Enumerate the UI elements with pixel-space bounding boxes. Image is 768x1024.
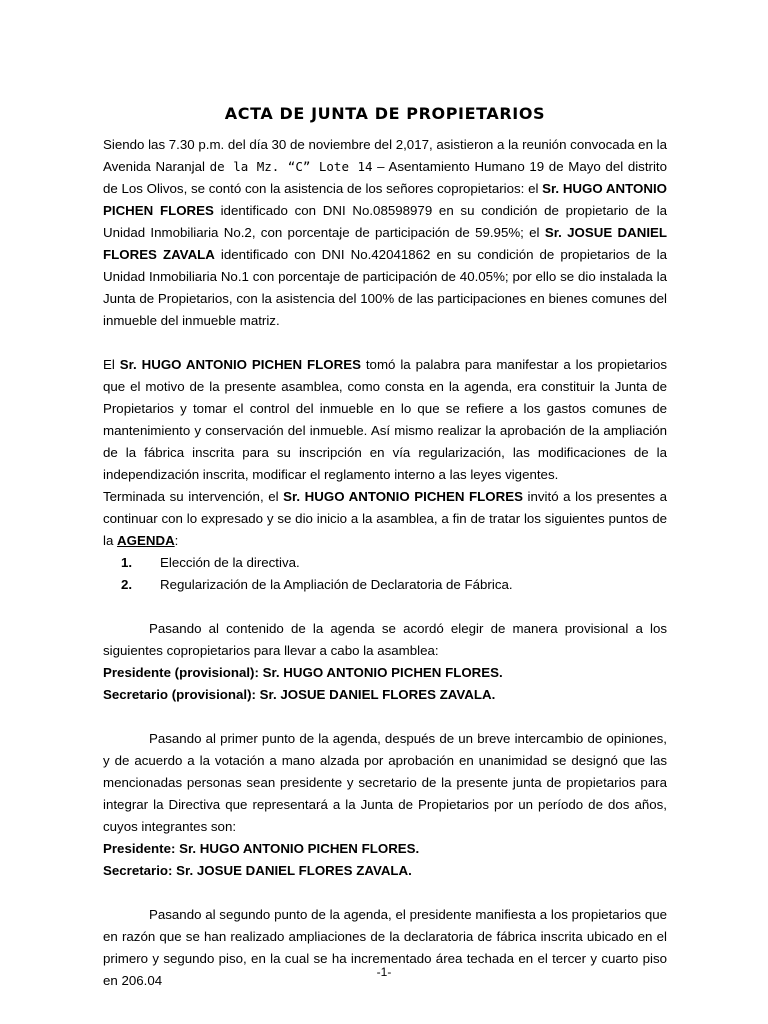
paragraph-first-point: Pasando al primer punto de la agenda, después de un breve intercambio de opiniones, y de acuerdo a la votación a mano alzada por aprobación en unanimidad se designó que las mencionadas personas sean presidente y secretario de la presente junta de propietarios para integrar la Directiva que representará a la Junta de Propietarios por un período de dos años, cuyos integrantes son: [103,731,667,834]
page-number: -1- [376,965,392,979]
address-lot: de la Mz. “C” Lote 14 [209,159,373,174]
agenda-item-text: Elección de la directiva. [160,555,300,570]
agenda-item [103,552,667,574]
provisional-secretary: Secretario (provisional): Sr. JOSUE DANIEL FLORES ZAVALA. [103,687,496,702]
owner-name-hugo: Sr. HUGO ANTONIO PICHEN FLORES [103,181,667,218]
board-president: Presidente: Sr. HUGO ANTONIO PICHEN FLORES. [103,841,420,856]
agenda-item-number: 1. [121,555,133,570]
agenda-item [103,574,667,596]
paragraph-purpose: El Sr. HUGO ANTONIO PICHEN FLORES tomó la palabra para manifestar a los propietarios que el motivo de la presente asamblea, como consta en la agenda, era constituir la Junta de Propietarios y tomar el control del inmueble en lo que se refiere a los gastos comunes de mantenimiento y conservación del inmueble. Así mismo realizar la aprobación de la ampliación de la fábrica inscrita para su inscripción en vía regularización, las modificaciones de la independización inscrita, modificar el reglamento interno a las leyes vigentes. [103,357,667,482]
paragraph-second-point: Pasando al segundo punto de la agenda, el presidente manifiesta a los propietarios que en razón que se han realizado ampliaciones de la declaratoria de fábrica inscrita ubicado en el primero y segundo piso, en la cual se ha incrementado área techada en el tercer y cuarto piso en 206.04 [103,907,667,988]
agenda-list [103,552,667,596]
paragraph-provisional: Pasando al contenido de la agenda se acordó elegir de manera provisional a los siguientes copropietarios para llevar a cabo la asamblea: [103,621,667,658]
agenda-heading: AGENDA [117,533,175,548]
agenda-item-text: Regularización de la Ampliación de Declaratoria de Fábrica. [160,577,513,592]
agenda-item-number: 2. [121,577,133,592]
document-body [103,101,667,992]
owner-name-hugo: Sr. HUGO ANTONIO PICHEN FLORES [119,357,361,372]
paragraph-attendance: Siendo las 7.30 p.m. del día 30 de noviembre del 2,017, asistieron a la reunión convocada en la Avenida Naranjal de la Mz. “C” Lote 14 – Asentamiento Humano 19 de Mayo del distrito de Los Olivos, se contó con la asistencia de los señores copropietarios: el Sr. HUGO ANTONIO PICHEN FLORES identificado con DNI No.08598979 en su condición de propietario de la Unidad Inmobiliaria No.2, con porcentaje de participación de 59.95%; el Sr. JOSUE DANIEL FLORES ZAVALA identificado con DNI No.42041862 en su condición de propietarios de la Unidad Inmobiliaria No.1 con porcentaje de participación de 40.05%; por ello se dio instalada la Junta de Propietarios, con la asistencia del 100% de las participaciones en bienes comunes del inmueble del inmueble matriz. [103,137,668,328]
provisional-president: Presidente (provisional): Sr. HUGO ANTONIO PICHEN FLORES. [103,665,503,680]
board-secretary: Secretario: Sr. JOSUE DANIEL FLORES ZAVALA. [103,863,412,878]
owner-name-hugo: Sr. HUGO ANTONIO PICHEN FLORES [283,489,523,504]
document-title: ACTA DE JUNTA DE PROPIETARIOS [224,104,546,123]
paragraph-agenda-intro: Terminada su intervención, el Sr. HUGO ANTONIO PICHEN FLORES invitó a los presentes a continuar con lo expresado y se dio inicio a la asamblea, a fin de tratar los siguientes puntos de la AGENDA: [103,489,667,548]
owner-name-josue: Sr. JOSUE DANIEL FLORES ZAVALA [103,225,668,262]
